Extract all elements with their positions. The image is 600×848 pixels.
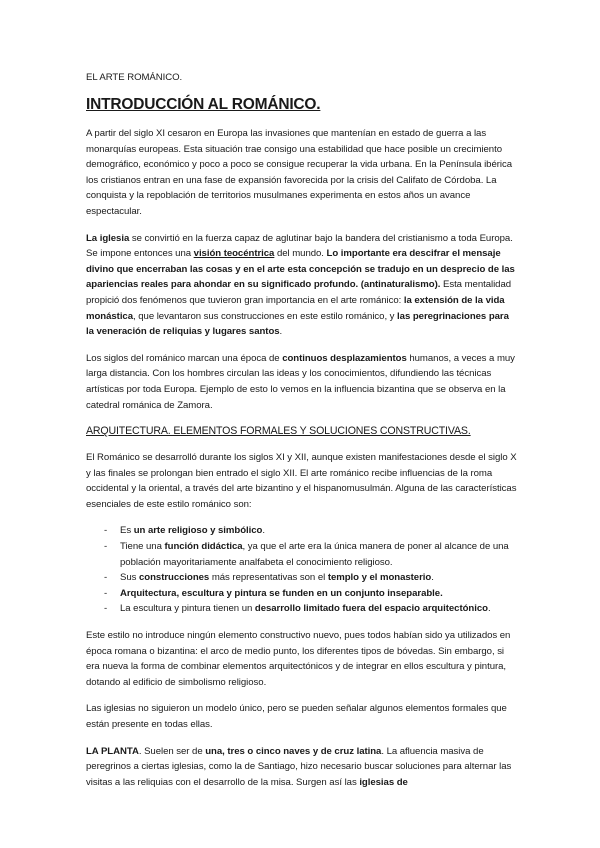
dash-bullet: - (104, 525, 108, 537)
document-page (86, 70, 518, 801)
document-title: EL ARTE ROMÁNICO. (86, 72, 183, 83)
list-item (86, 523, 518, 539)
list-item (86, 539, 518, 570)
text: del mundo. (274, 248, 327, 260)
text-bold: una, tres o cinco naves y de cruz latina (205, 745, 382, 757)
text: humanos, a veces a muy larga distancia. Con los hombres circulan las ideas y los conocimientos, difundiendo las técnicas artísticas por toda Europa. Ejemplo de esto lo vemos en la influencia bizantina que se observa en la catedral románica de Zamora. (86, 352, 515, 411)
text-bold: desarrollo limitado fuera del espacio arquitectónico (254, 603, 488, 615)
text: . (487, 603, 491, 615)
paragraph-desplazamientos (86, 351, 518, 413)
list-item (86, 570, 518, 586)
text-bold: LA PLANTA (86, 745, 139, 757)
dash-bullet: - (104, 572, 108, 584)
dash-bullet: - (104, 587, 108, 599)
text-bold: función didáctica (164, 541, 243, 553)
text: Los siglos del románico marcan una época de (86, 352, 283, 364)
paragraph-iglesia (86, 231, 518, 340)
text-bold: la extensión de la vida monástica (86, 294, 505, 322)
text: Tiene una (120, 541, 165, 553)
dash-bullet: - (104, 603, 108, 615)
text-bold: templo y el monasterio (327, 572, 432, 584)
text: . (431, 572, 434, 584)
text-bold: las peregrinaciones para la veneración de reliquias y lugares santos (86, 310, 509, 338)
characteristics-list (86, 523, 518, 617)
text: . (279, 326, 283, 338)
text-bold-underline: visión teocéntrica (193, 248, 275, 260)
text: se convirtió en la fuerza capaz de aglutinar bajo la bandera del cristianismo a toda Europa. Se impone entonces una (86, 232, 513, 260)
paragraph-intro: A partir del siglo XI cesaron en Europa las invasiones que mantenían en estado de guerra a las monarquías europeas. Esta situación trae consigo una estabilidad que hace posible un crecimiento demográfico, económico y poco a poco se consigue recuperar la vida urbana. En la Península ibérica los cristianos entran en una fase de expansión favorecida por la crisis del Califato de Córdoba. La conquista y la repoblación de territorios musulmanes experimenta en estos años un avance espectacular. (86, 128, 513, 217)
list-item (86, 586, 518, 602)
text: , que levantaron sus construcciones en este estilo románico, y (133, 310, 398, 322)
paragraph-elementos-constructivos: Este estilo no introduce ningún elemento constructivo nuevo, pues todos habían sido ya utilizados en época romana o bizantina: el arco de medio punto, los diferentes tipos de bóvedas. Sin embargo, si era nueva la forma de combinar elementos arquitectónicos y de integrar en ellos escultura y pintura, dotando al edificio de simbolismo religioso. (86, 630, 511, 688)
text: La escultura y pintura tienen un (120, 603, 255, 615)
paragraph-modelo-iglesias: Las iglesias no siguieron un modelo único, pero se pueden señalar algunos elementos formales que están presente en todas ellas. (86, 703, 507, 730)
dash-bullet: - (104, 541, 108, 553)
paragraph-planta (86, 744, 518, 791)
text-bold: La iglesia (86, 232, 130, 244)
text-bold: construcciones (139, 572, 210, 584)
text: Esta mentalidad propició dos fenómenos que tuvieron gran importancia en el arte románico: (86, 279, 512, 306)
text-bold: iglesias de (359, 776, 408, 788)
text: . Suelen ser de (138, 745, 206, 757)
text-bold: Lo importante era descifrar el mensaje divino que encerraban las cosas y en el arte esta concepción se tradujo en un desprecio de las apariencias reales para ahondar en su significado profundo. (antinaturalismo). (86, 248, 515, 291)
text: Es (120, 525, 134, 537)
architecture-heading: ARQUITECTURA. ELEMENTOS FORMALES Y SOLUCIONES CONSTRUCTIVAS. (86, 425, 471, 438)
text: . (262, 525, 265, 537)
text: Sus (120, 572, 139, 584)
paragraph-romanico-desarrollo: El Románico se desarrolló durante los siglos XI y XII, aunque existen manifestaciones desde el siglo X y las finales se prolongan bien entrado el siglo XII. El arte románico recibe influencias de la roma occidental y la oriental, a través del arte bizantino y el hispanomusulmán. Alguna de las características esenciales de este estilo románico son: (86, 452, 517, 510)
text: , ya que el arte era la única manera de poner al alcance de una población mayoritariamente analfabeta el conocimiento religioso. (120, 541, 509, 568)
text: . La afluencia masiva de peregrinos a ciertas iglesias, como la de Santiago, hizo necesario buscar soluciones para alternar las visitas a las reliquias con el desarrollo de la misa. Surgen así las (86, 745, 512, 788)
text-bold: un arte religioso y simbólico (133, 525, 263, 537)
text-bold: continuos desplazamientos (282, 352, 407, 364)
text-bold: Arquitectura, escultura y pintura se funden en un conjunto inseparable. (120, 587, 443, 599)
list-item (86, 601, 518, 617)
text: más representativas son el (209, 572, 328, 584)
intro-heading: INTRODUCCIÓN AL ROMÁNICO. (86, 96, 321, 113)
